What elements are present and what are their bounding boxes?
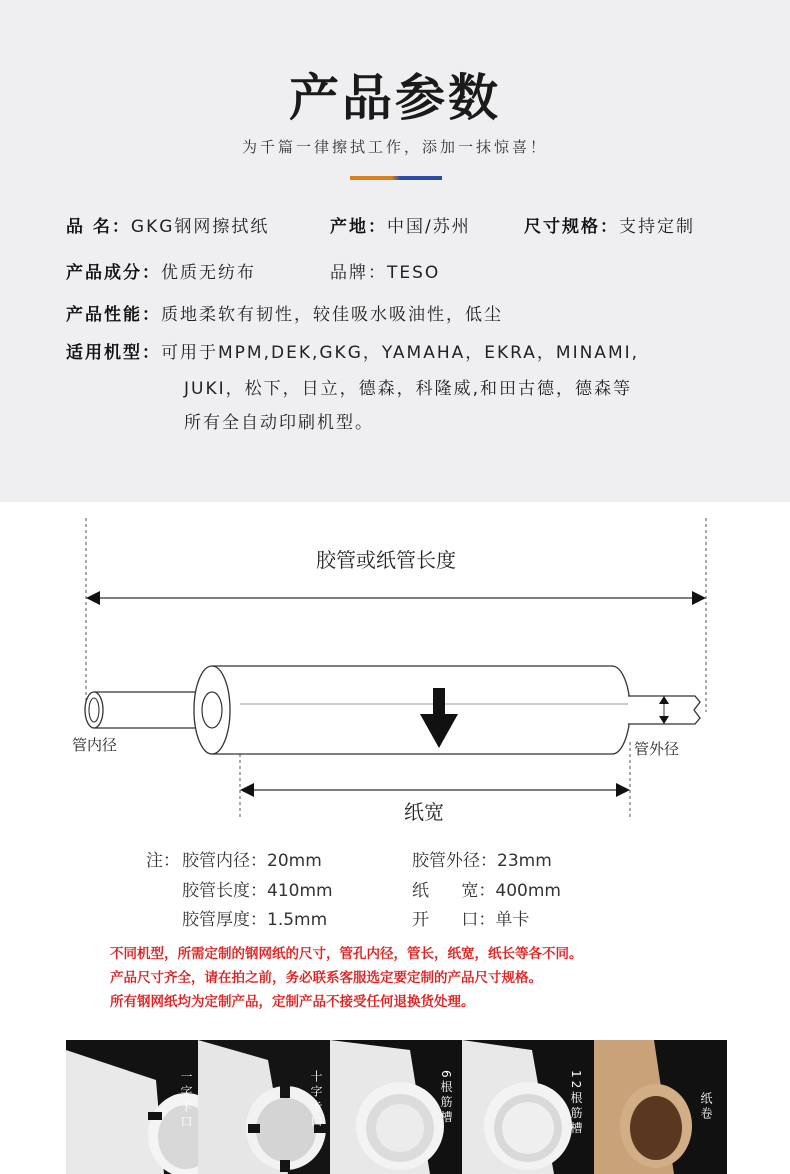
warning-line-2: 产品尺寸齐全，请在拍之前，务必联系客服选定要定制的产品尺寸规格。: [110, 970, 542, 986]
spec-composition-label: 产品成分：: [66, 263, 161, 283]
photo-label: 纸卷: [699, 1092, 713, 1122]
page-subtitle: 为千篇一律擦拭工作，添加一抹惊喜！: [241, 138, 548, 156]
warning-line-1: 不同机型，所需定制的钢网纸的尺寸，管孔内径，管长，纸宽，纸长等各不同。: [110, 946, 583, 962]
spec-name: [66, 212, 269, 237]
spec-origin-label: 产地：: [330, 217, 387, 237]
spec-composition-value: 优质无纺布: [161, 263, 256, 283]
spec-models: [66, 338, 639, 363]
spec-performance-label: 产品性能：: [66, 305, 161, 325]
photo-12-rib: [462, 1040, 594, 1174]
paper-roll-core: [202, 692, 222, 728]
photo-6-rib: [330, 1040, 462, 1174]
spec-size: [524, 212, 695, 237]
down-arrow-stem: [433, 688, 445, 714]
spec-composition: [66, 258, 256, 283]
paper-width-label: 纸宽: [404, 800, 444, 824]
note-tube-length: 胶管长度：410mm: [182, 881, 333, 901]
inner-tube-end-inner: [89, 698, 99, 722]
width-arrow-left: [240, 783, 254, 797]
inner-diameter-label: 管内径: [72, 736, 118, 754]
title-divider: [350, 176, 442, 180]
notes-prefix: 注：: [146, 851, 180, 871]
photo-cross-slot: [198, 1040, 330, 1174]
tube-diagram: [0, 502, 790, 842]
spec-size-label: 尺寸规格：: [524, 217, 619, 237]
core-type-gallery: [66, 1040, 727, 1174]
spec-models-label: 适用机型：: [66, 343, 161, 363]
note-inner-diameter: 胶管内径：20mm: [182, 851, 322, 871]
outer-diameter-label: 管外径: [634, 740, 680, 758]
spec-origin: [330, 212, 471, 237]
length-arrow-left: [86, 591, 100, 605]
spec-section: [0, 0, 790, 502]
photo-label: 12根筋槽: [569, 1070, 583, 1137]
spec-origin-value: 中国/苏州: [387, 217, 471, 237]
length-arrow-right: [692, 591, 706, 605]
photo-label: 一字卡口: [179, 1070, 193, 1130]
photo-single-slot: [66, 1040, 198, 1174]
spec-name-label: 品 名：: [66, 217, 131, 237]
note-paper-width: 纸 宽：400mm: [412, 881, 561, 901]
spec-performance: [66, 300, 503, 325]
photo-label: 6根筋槽: [439, 1070, 453, 1126]
spec-brand: [330, 258, 440, 283]
photo-label: 十字卡口: [309, 1070, 323, 1130]
spec-models-line2: JUKI，松下，日立，德森，科隆威,和田古德，德森等: [184, 379, 633, 399]
note-thickness: 胶管厚度：1.5mm: [182, 910, 328, 930]
length-label: 胶管或纸管长度: [316, 548, 456, 572]
note-outer-diameter: 胶管外径：23mm: [412, 851, 552, 871]
spec-size-value: 支持定制: [619, 217, 695, 237]
paper-roll-body: [212, 666, 630, 754]
page-title: 产品参数: [289, 69, 501, 127]
spec-brand-value: TESO: [387, 263, 441, 283]
spec-brand-label: 品牌：: [330, 263, 387, 283]
warning-line-3: 所有钢网纸均为定制产品，定制产品不接受任何退换货处理。: [110, 994, 475, 1010]
width-arrow-right: [616, 783, 630, 797]
spec-performance-value: 质地柔软有韧性，较佳吸水吸油性，低尘: [161, 305, 503, 325]
spec-models-line1: 可用于MPM,DEK,GKG，YAMAHA，EKRA，MINAMI,: [161, 343, 640, 363]
spec-models-line3: 所有全自动印刷机型。: [184, 413, 374, 433]
photo-paper-core: [594, 1040, 726, 1174]
note-opening: 开 口：单卡: [412, 910, 530, 930]
spec-name-value: GKG钢网擦拭纸: [130, 217, 270, 237]
